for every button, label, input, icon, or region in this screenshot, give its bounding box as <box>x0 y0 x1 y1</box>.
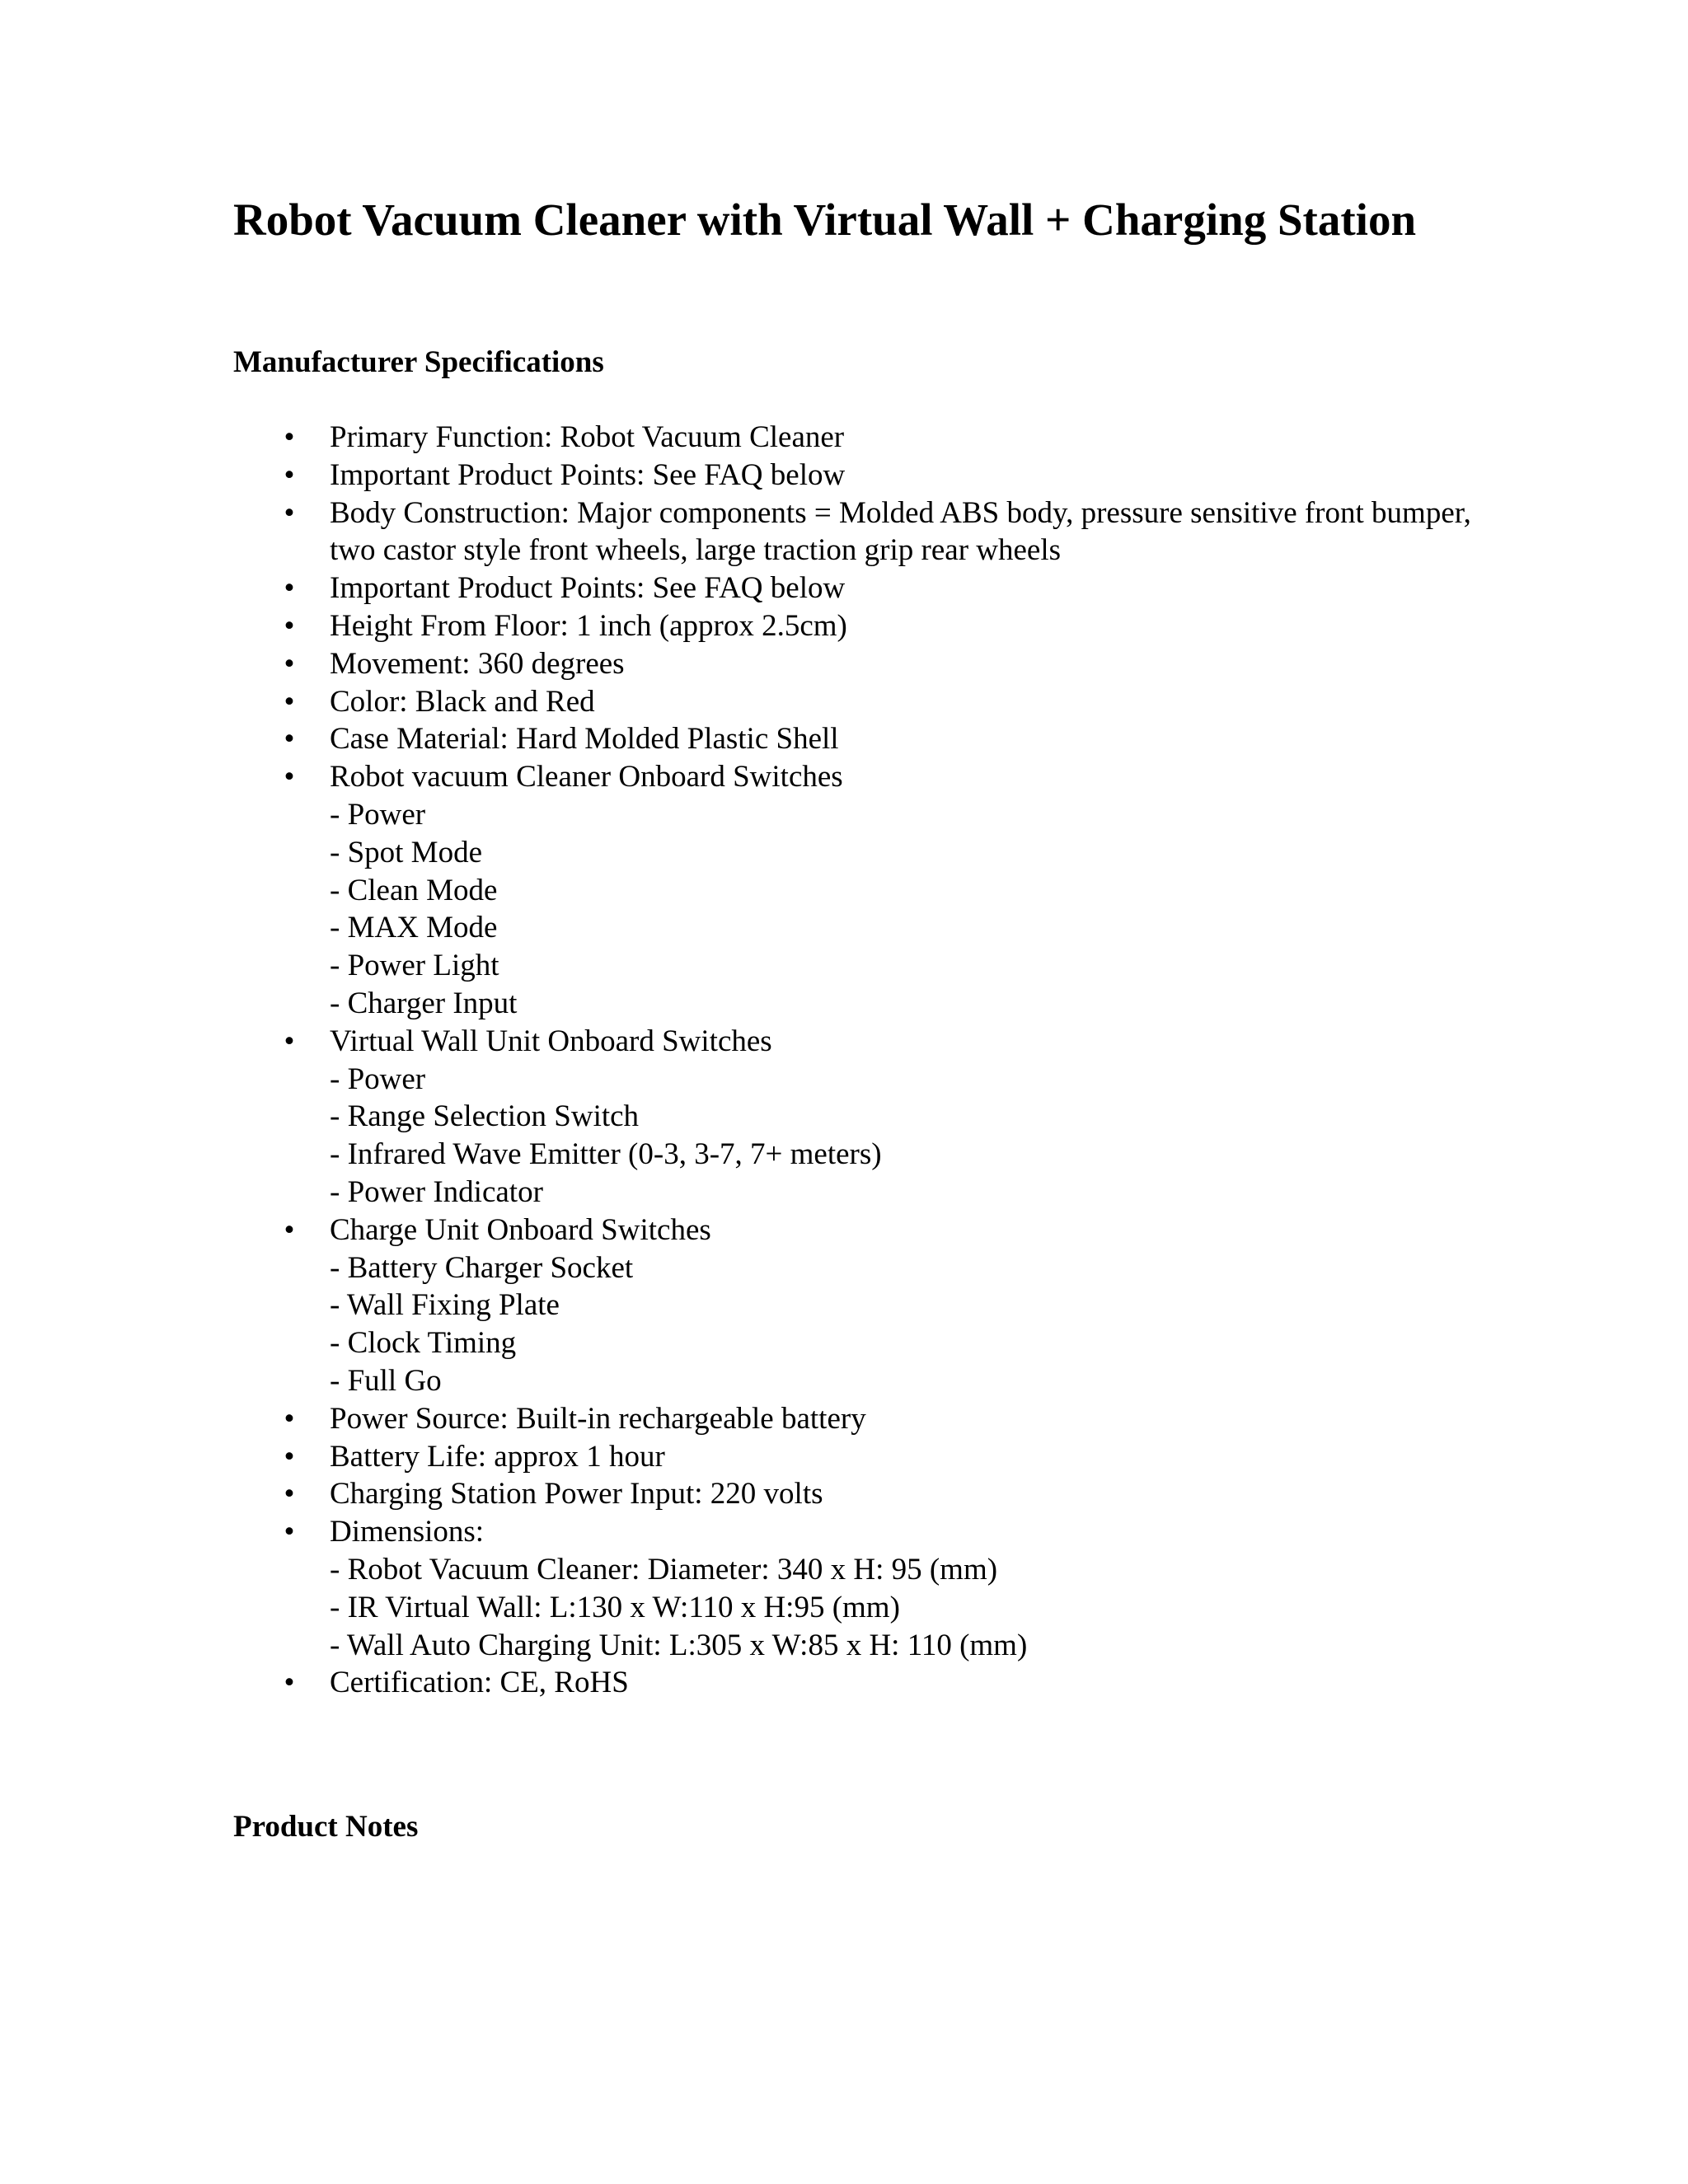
spec-sub-item: - Power Indicator <box>330 1174 543 1209</box>
specifications-list <box>284 419 1484 1702</box>
spec-item-text: Dimensions: <box>330 1515 485 1549</box>
bullet-icon: • <box>284 608 295 643</box>
spec-sub-item: - Spot Mode <box>330 835 482 869</box>
spec-item <box>284 607 1484 645</box>
bullet-icon: • <box>284 1024 295 1058</box>
spec-item <box>284 758 1484 1023</box>
spec-item <box>284 457 1484 494</box>
bullet-icon: • <box>284 1439 295 1474</box>
bullet-icon: • <box>284 722 295 757</box>
bullet-icon: • <box>284 1212 295 1247</box>
spec-item-text: Color: Black and Red <box>330 684 595 719</box>
spec-item-text: Certification: CE, RoHS <box>330 1666 629 1700</box>
spec-item <box>284 683 1484 721</box>
spec-item-text: Important Product Points: See FAQ below <box>330 571 846 606</box>
bullet-icon: • <box>284 420 295 454</box>
spec-item-text: Height From Floor: 1 inch (approx 2.5cm) <box>330 608 847 643</box>
bullet-icon: • <box>284 1401 295 1436</box>
spec-sub-item: - Clock Timing <box>330 1326 517 1361</box>
spec-item-text: Robot vacuum Cleaner Onboard Switches <box>330 760 843 794</box>
spec-item-text: Movement: 360 degrees <box>330 646 625 681</box>
spec-item <box>284 720 1484 758</box>
spec-item <box>284 419 1484 457</box>
spec-item <box>284 1475 1484 1513</box>
product-notes-heading: Product Notes <box>233 1810 419 1844</box>
spec-item <box>284 1023 1484 1212</box>
bullet-icon: • <box>284 457 295 492</box>
spec-item <box>284 1438 1484 1476</box>
specifications-heading: Manufacturer Specifications <box>233 345 604 379</box>
spec-item <box>284 569 1484 607</box>
spec-sub-item: - Battery Charger Socket <box>330 1250 634 1285</box>
spec-sub-item: - Power Light <box>330 949 499 983</box>
spec-sub-item: - Wall Auto Charging Unit: L:305 x W:85 x H: 110 (mm) <box>330 1628 1028 1662</box>
bullet-icon: • <box>284 1515 295 1549</box>
spec-item-text: Battery Life: approx 1 hour <box>330 1439 665 1474</box>
spec-item-text: Charge Unit Onboard Switches <box>330 1212 711 1247</box>
spec-item <box>284 1400 1484 1438</box>
bullet-icon: • <box>284 646 295 681</box>
spec-item-text: Case Material: Hard Molded Plastic Shell <box>330 722 839 757</box>
spec-item-text: Power Source: Built-in rechargeable battery <box>330 1401 866 1436</box>
spec-sub-item: - Power <box>330 1062 426 1096</box>
spec-item-text: Primary Function: Robot Vacuum Cleaner <box>330 420 845 454</box>
spec-item <box>284 1664 1484 1702</box>
spec-item <box>284 1513 1484 1664</box>
spec-item <box>284 494 1484 570</box>
spec-sub-item: - Power <box>330 797 426 832</box>
spec-sub-item: - Robot Vacuum Cleaner: Diameter: 340 x H: 95 (mm) <box>330 1552 998 1586</box>
spec-sub-item: - Wall Fixing Plate <box>330 1288 560 1323</box>
bullet-icon: • <box>284 571 295 606</box>
spec-item-text: Virtual Wall Unit Onboard Switches <box>330 1024 772 1058</box>
bullet-icon: • <box>284 760 295 794</box>
spec-sub-item: - Infrared Wave Emitter (0-3, 3-7, 7+ meters) <box>330 1137 882 1172</box>
spec-item <box>284 1212 1484 1400</box>
spec-item-text: Important Product Points: See FAQ below <box>330 457 846 492</box>
bullet-icon: • <box>284 1666 295 1700</box>
spec-sub-item: - Clean Mode <box>330 873 498 907</box>
bullet-icon: • <box>284 1477 295 1511</box>
spec-item-text: Body Construction: Major components = Molded ABS body, pressure sensitive front bumper, two castor style front wheels, large traction grip rear wheels <box>330 495 1471 568</box>
spec-sub-item: - IR Virtual Wall: L:130 x W:110 x H:95 (mm) <box>330 1590 900 1624</box>
spec-sub-item: - MAX Mode <box>330 911 498 945</box>
spec-sub-item: - Range Selection Switch <box>330 1099 640 1134</box>
spec-item <box>284 645 1484 683</box>
document-title: Robot Vacuum Cleaner with Virtual Wall + Charging Station <box>233 194 1417 245</box>
bullet-icon: • <box>284 684 295 719</box>
spec-item-text: Charging Station Power Input: 220 volts <box>330 1477 823 1511</box>
bullet-icon: • <box>284 495 295 530</box>
spec-sub-item: - Full Go <box>330 1363 442 1398</box>
spec-sub-item: - Charger Input <box>330 986 518 1020</box>
